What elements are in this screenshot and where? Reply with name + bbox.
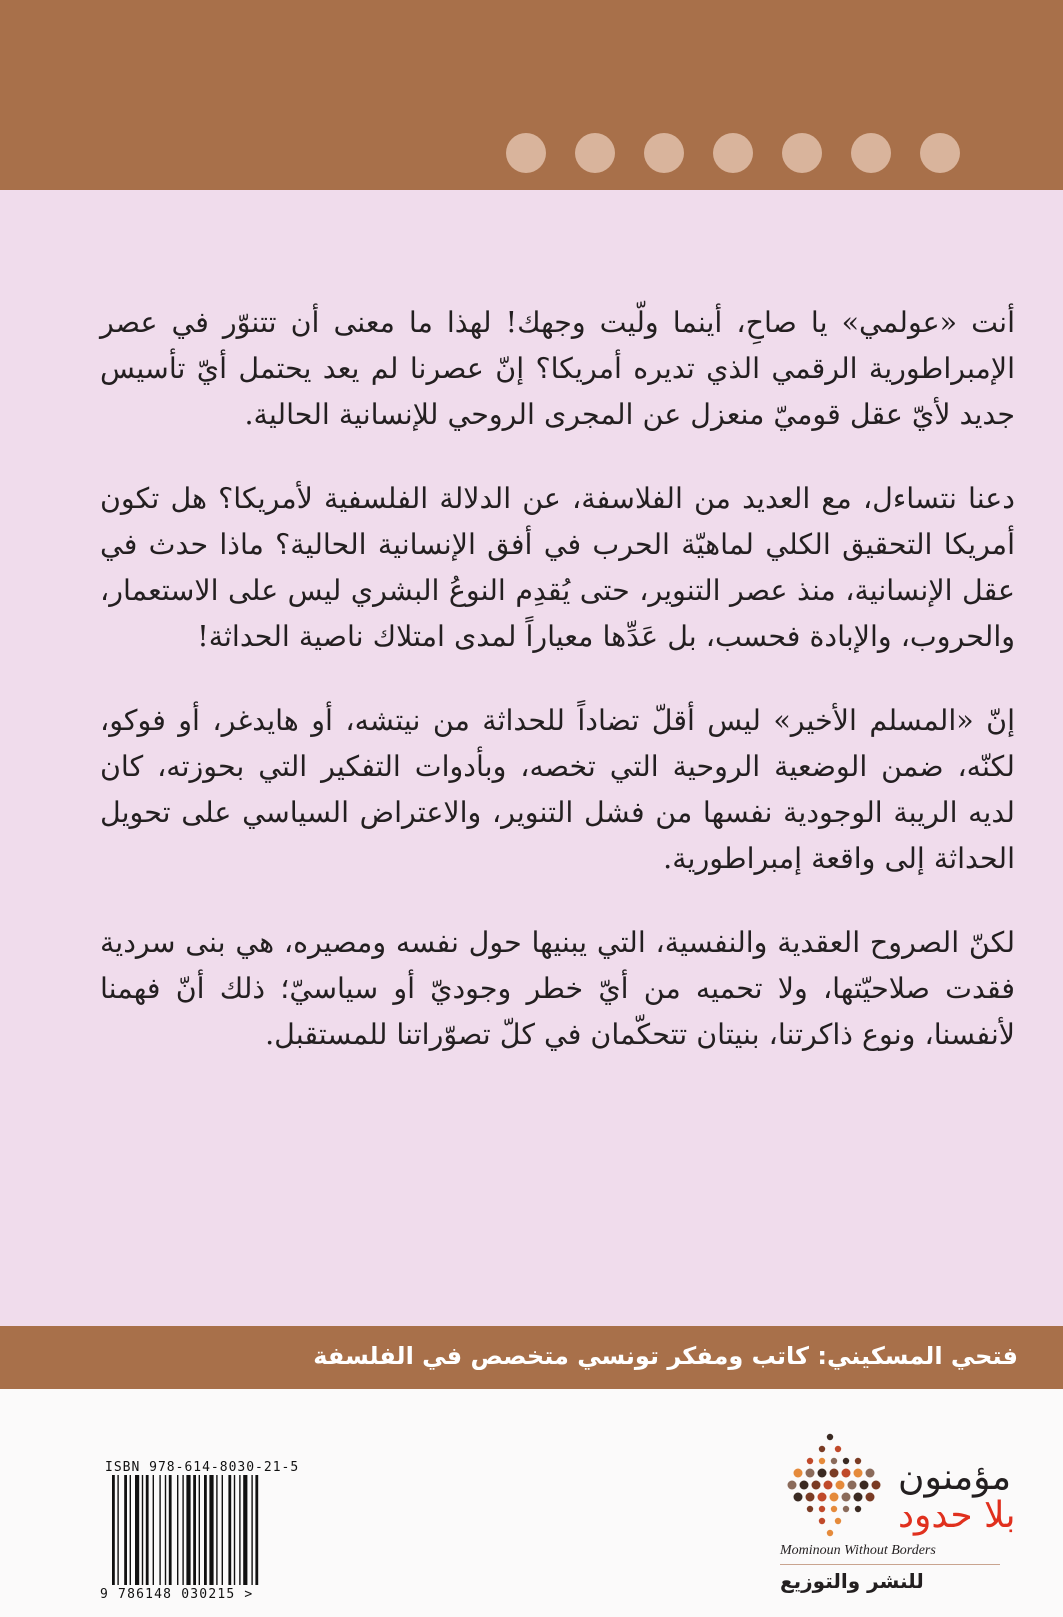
logo-dot [806,1493,815,1502]
logo-dot [807,1458,813,1464]
publisher-logo-mark-icon [780,1429,890,1539]
barcode-bar [228,1475,231,1585]
dot-icon [713,133,753,173]
logo-dot [831,1458,837,1464]
logo-dot [854,1469,863,1478]
dot-icon [851,133,891,173]
logo-dot [860,1481,869,1490]
logo-dot [806,1469,815,1478]
barcode-bar [255,1475,258,1585]
dot-icon [920,133,960,173]
logo-dot [800,1481,809,1490]
publisher-name-english: Mominoun Without Borders [780,1543,936,1558]
logo-dot [831,1506,837,1512]
barcode-bar [222,1475,223,1585]
logo-dot [854,1493,863,1502]
barcode-bar [177,1475,178,1585]
barcode-bar [153,1475,154,1585]
blurb-paragraph-3: إنّ «المسلم الأخير» ليس أقلّ تضاداً للحداثة من نيتشه، أو هايدغر، أو فوكو، لكنّه، ضمن الوضعية الروحية التي تخصه، وبأدوات التفكير التي بحوزته، كان لديه الريبة الوجودية نفسها من فشل التنوير، والاعتراض السياسي على تحويل الحداثة إلى واقعة إمبراطورية. [100,704,1015,875]
logo-dot [842,1493,851,1502]
barcode [112,1475,290,1585]
barcode-bar [234,1475,235,1585]
barcode-bar [124,1475,127,1585]
logo-dot [819,1518,825,1524]
top-color-band [0,0,1063,190]
isbn-label: ISBN 978-614-8030-21-5 [105,1460,300,1475]
blurb-paragraph-1: أنت «عولمي» يا صاحِ، أينما ولّيت وجهك! لهذا ما معنى أن تتنوّر في عصر الإمبراطورية الرقمي الذي تديره أمريكا؟ إنّ عصرنا لم يعد يحتمل أيّ تأسيس جديد لأيّ عقل قوميّ منعزل عن المجرى الروحي للإنسانية الحالية. [100,306,1015,431]
barcode-bar [239,1475,240,1585]
logo-dot [866,1469,875,1478]
logo-dot [788,1481,797,1490]
author-band [0,1326,1063,1389]
dot-icon [782,133,822,173]
logo-dot [824,1481,833,1490]
dot-icon [575,133,615,173]
publisher-tagline: للنشر والتوزيع [780,1569,924,1593]
barcode-digits: 9 786148 030215 > [100,1587,254,1602]
barcode-bar [243,1475,247,1585]
barcode-bar [135,1475,139,1585]
author-line: فتحي المسكيني: كاتب ومفكر تونسي متخصص في الفلسفة [313,1342,1018,1370]
logo-dot [866,1493,875,1502]
logo-dot [848,1481,857,1490]
barcode-bar [216,1475,217,1585]
barcode-bar [146,1475,149,1585]
logo-dot [836,1481,845,1490]
logo-dot [835,1518,841,1524]
barcode-bar [165,1475,166,1585]
logo-dot [830,1469,839,1478]
dot-icon [644,133,684,173]
logo-dot [827,1434,833,1440]
logo-dot [807,1506,813,1512]
barcode-bar [112,1475,115,1585]
logo-dot [819,1446,825,1452]
logo-dot [843,1506,849,1512]
publisher-logo [780,1429,1030,1604]
logo-dot [812,1481,821,1490]
logo-dot [830,1493,839,1502]
barcode-bar [159,1475,160,1585]
barcode-bar [193,1475,196,1585]
logo-dot [872,1481,881,1490]
blurb-paragraph-4: لكنّ الصروح العقدية والنفسية، التي يبنيها حول نفسه ومصيره، هي بنى سردية فقدت صلاحيّتها، ولا تحميه من أيّ خطر وجوديّ أو سياسيّ؛ ذلك أنّ فهمنا لأنفسنا، ونوع ذاكرتنا، بنيتان تتحكّمان في كلّ تصوّراتنا للمستقبل. [100,926,1015,1051]
footer [0,1389,1063,1617]
logo-dot [855,1506,861,1512]
barcode-bar [186,1475,190,1585]
barcode-bar [204,1475,207,1585]
barcode-bar [199,1475,200,1585]
blurb-text [100,300,1015,1096]
barcode-bar [251,1475,252,1585]
barcode-bar [209,1475,213,1585]
logo-dot [794,1469,803,1478]
barcode-bar [169,1475,172,1585]
logo-dot [855,1458,861,1464]
logo-dot [827,1530,833,1536]
dot-icon [506,133,546,173]
barcode-bar [130,1475,131,1585]
logo-dot [843,1458,849,1464]
logo-dot [842,1469,851,1478]
logo-dot [818,1493,827,1502]
barcode-bar [142,1475,143,1585]
publisher-divider [780,1564,1000,1565]
barcode-bar [117,1475,118,1585]
logo-dot [835,1446,841,1452]
publisher-name-arabic-2: بلا حدود [898,1495,1016,1536]
publisher-name-arabic: مؤمنون [898,1457,1012,1498]
logo-dot [819,1506,825,1512]
logo-dot [818,1469,827,1478]
barcode-bar [182,1475,183,1585]
blurb-paragraph-2: دعنا نتساءل، مع العديد من الفلاسفة، عن الدلالة الفلسفية لأمريكا؟ هل تكون أمريكا التحقيق الكلي لماهيّة الحرب في أفق الإنسانية الحالية؟ ماذا حدث في عقل الإنسانية، منذ عصر التنوير، حتى يُقدِم النوعُ البشري ليس على الاستعمار، والحروب، والإبادة فحسب، بل عَدِّها معياراً لمدى امتلاك ناصية الحداثة! [100,482,1015,653]
logo-dot [819,1458,825,1464]
logo-dot [794,1493,803,1502]
